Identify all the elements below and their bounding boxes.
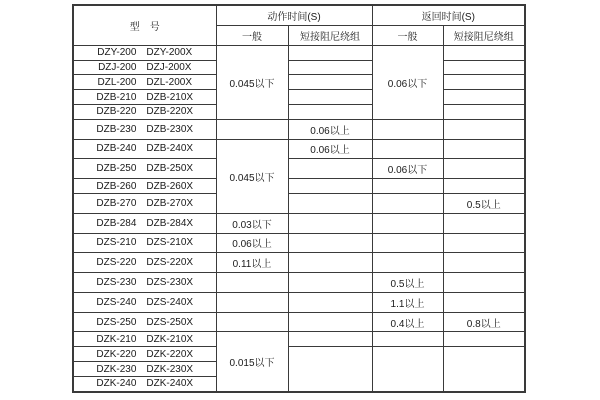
table-row: [73, 179, 525, 194]
model-cell: [73, 45, 216, 60]
return-general-cell: [372, 233, 443, 253]
model-cell: [73, 75, 216, 90]
table-row: [73, 60, 525, 75]
return-general-cell: [372, 139, 443, 159]
model-name: DZS-230: [96, 277, 137, 288]
model-cell: [73, 213, 216, 233]
return-short-cell: [443, 119, 525, 139]
model-name-x: DZK-240X: [146, 378, 194, 390]
action-general-cell: 0.11以上: [216, 253, 288, 273]
return-short-cell: [443, 75, 525, 90]
action-general-cell: [216, 119, 288, 139]
relay-timing-spec-table: [72, 4, 526, 393]
return-short-cell: [443, 139, 525, 159]
model-cell: [73, 139, 216, 159]
model-name-x: DZB-240X: [146, 143, 194, 155]
action-short-cell: [288, 233, 372, 253]
model-cell: [73, 253, 216, 273]
model-name: DZL-200: [97, 76, 137, 88]
model-cell: [73, 119, 216, 139]
action-short-cell: [288, 193, 372, 213]
action-short-cell: [288, 60, 372, 75]
model-name-x: DZY-200X: [146, 47, 193, 59]
model-cell: [73, 292, 216, 312]
action-short-cell: [288, 75, 372, 90]
return-short-cell: [443, 60, 525, 75]
table-row: [73, 233, 525, 253]
model-name-x: DZB-210X: [146, 91, 194, 103]
model-name: DZK-240: [96, 378, 137, 390]
model-name: DZK-220: [96, 348, 137, 360]
return-general-cell: [372, 332, 443, 347]
model-name: DZB-260: [96, 180, 137, 192]
action-short-cell: [288, 347, 372, 392]
action-short-cell: [288, 179, 372, 194]
action-short-cell: [288, 312, 372, 332]
model-name-x: DZS-220X: [146, 257, 194, 269]
return-short-cell: [443, 332, 525, 347]
action-general-cell: [216, 273, 288, 293]
return-short-cell: [443, 179, 525, 194]
action-general-cell: 0.045以下: [216, 139, 288, 213]
subheader-return-general: 一般: [372, 25, 443, 45]
return-short-cell: [443, 90, 525, 105]
return-short-cell: [443, 45, 525, 60]
header-row-1: [73, 5, 525, 25]
model-cell: [73, 193, 216, 213]
model-name: DZB-210: [96, 91, 137, 103]
model-name: DZB-230: [96, 123, 137, 135]
table-row: [73, 104, 525, 119]
subheader-action-general: 一般: [216, 25, 288, 45]
model-cell: [73, 90, 216, 105]
return-short-cell: [443, 159, 525, 179]
model-name: DZS-240: [96, 296, 137, 308]
return-short-cell: [443, 233, 525, 253]
action-general-cell: 0.015以下: [216, 332, 288, 392]
table-row: [73, 119, 525, 139]
table-row: [73, 159, 525, 179]
action-short-cell: [288, 159, 372, 179]
model-cell: [73, 233, 216, 253]
action-general-cell: 0.045以下: [216, 45, 288, 119]
return-general-cell: [372, 347, 443, 392]
return-short-cell: [443, 292, 525, 312]
return-general-cell: 0.4以上: [372, 312, 443, 332]
model-name: DZS-210: [96, 237, 137, 249]
return-general-cell: [372, 179, 443, 194]
model-name-x: DZK-210X: [146, 333, 194, 345]
return-short-cell: [443, 213, 525, 233]
model-name-x: DZB-260X: [146, 180, 194, 192]
col-header-return-time: 返回时间(S): [372, 5, 525, 25]
model-name-x: DZS-230X: [146, 277, 194, 288]
action-general-cell: [216, 312, 288, 332]
model-name: DZK-230: [96, 363, 137, 375]
table-row: [73, 75, 525, 90]
return-general-cell: [372, 119, 443, 139]
model-name-x: DZB-250X: [146, 163, 194, 175]
model-name: DZB-240: [96, 143, 137, 155]
action-short-cell: [288, 253, 372, 273]
return-general-cell: 0.06以下: [372, 159, 443, 179]
col-header-model: 型 号: [73, 5, 216, 45]
model-name-x: DZJ-200X: [146, 61, 192, 73]
action-short-cell: [288, 45, 372, 60]
table-row: [73, 292, 525, 312]
model-cell: [73, 104, 216, 119]
subheader-return-short-damping: 短接阻尼绕组: [443, 25, 525, 45]
model-name-x: DZB-230X: [146, 123, 194, 135]
table-row: [73, 213, 525, 233]
return-general-cell: [372, 213, 443, 233]
return-general-cell: 0.5以上: [372, 273, 443, 293]
model-name-x: DZB-270X: [146, 197, 194, 209]
model-name-x: DZS-250X: [146, 316, 194, 328]
action-short-cell: [288, 90, 372, 105]
action-short-cell: [288, 292, 372, 312]
model-name: DZB-284: [96, 217, 137, 229]
model-cell: [73, 179, 216, 194]
table-row: [73, 332, 525, 347]
table-row: [73, 347, 525, 362]
model-name-x: DZL-200X: [146, 76, 192, 88]
model-name-x: DZK-230X: [146, 363, 194, 375]
return-general-cell: 0.06以下: [372, 45, 443, 119]
action-short-cell: [288, 273, 372, 293]
action-short-cell: 0.06以上: [288, 139, 372, 159]
table-row: [73, 253, 525, 273]
subheader-action-short-damping: 短接阻尼绕组: [288, 25, 372, 45]
model-cell: [73, 60, 216, 75]
action-short-cell: [288, 104, 372, 119]
return-short-cell: [443, 253, 525, 273]
table-row: [73, 193, 525, 213]
model-name: DZY-200: [97, 47, 137, 59]
table-row: [73, 312, 525, 332]
return-general-cell: 1.1以上: [372, 292, 443, 312]
model-name: DZB-270: [96, 197, 137, 209]
model-name-x: DZS-210X: [146, 237, 194, 249]
model-cell: [73, 362, 216, 377]
return-short-cell: 0.5以上: [443, 193, 525, 213]
model-cell: [73, 376, 216, 392]
model-name-x: DZK-220X: [146, 348, 194, 360]
return-short-cell: [443, 347, 525, 392]
return-short-cell: [443, 104, 525, 119]
return-general-cell: [372, 193, 443, 213]
action-short-cell: [288, 332, 372, 347]
return-general-cell: [372, 253, 443, 273]
action-general-cell: 0.06以上: [216, 233, 288, 253]
return-short-cell: 0.8以上: [443, 312, 525, 332]
model-cell: [73, 312, 216, 332]
table-row: [73, 45, 525, 60]
model-name: DZJ-200: [98, 61, 137, 73]
model-name: DZB-220: [96, 106, 137, 118]
table-row: [73, 273, 525, 293]
action-short-cell: [288, 213, 372, 233]
model-cell: [73, 159, 216, 179]
model-cell: [73, 332, 216, 347]
model-name: DZK-210: [96, 333, 137, 345]
model-name-x: DZB-284X: [146, 217, 194, 229]
model-cell: [73, 347, 216, 362]
model-name: DZS-250: [96, 316, 137, 328]
model-cell: [73, 273, 216, 293]
model-name-x: DZB-220X: [146, 106, 194, 118]
model-name-x: DZS-240X: [146, 296, 194, 308]
table-row: [73, 90, 525, 105]
action-general-cell: 0.03以下: [216, 213, 288, 233]
model-name: DZS-220: [96, 257, 137, 269]
table-row: [73, 139, 525, 159]
return-short-cell: [443, 273, 525, 293]
col-header-action-time: 动作时间(S): [216, 5, 372, 25]
action-short-cell: 0.06以上: [288, 119, 372, 139]
action-general-cell: [216, 292, 288, 312]
model-name: DZB-250: [96, 163, 137, 175]
